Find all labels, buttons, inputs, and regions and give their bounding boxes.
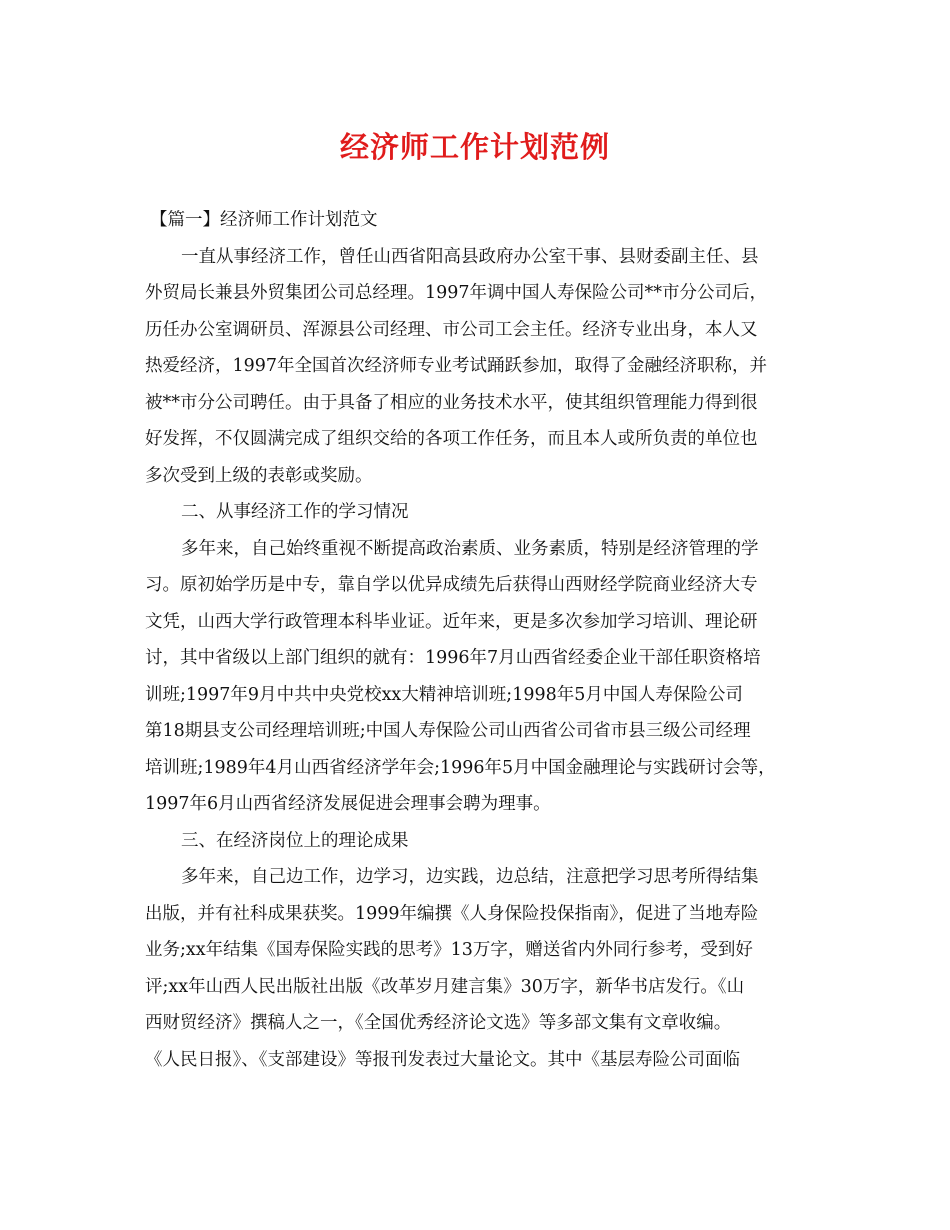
paragraph-line: 热爱经济，1997年全国首次经济师专业考试踊跃参加，取得了金融经济职称，并: [145, 356, 768, 376]
paragraph-line: 西财贸经济》撰稿人之一，《全国优秀经济论文选》等多部文集有文章收编。: [145, 1013, 732, 1033]
paragraph-line: 多次受到上级的表彰或奖励。: [145, 465, 373, 486]
paragraph-line: 多年来，自己始终重视不断提高政治素质、业务素质，特别是经济管理的学: [181, 538, 759, 559]
section-heading: 【篇一】经济师工作计划范文: [150, 210, 378, 230]
paragraph-line: 文凭，山西大学行政管理本科毕业证。近年来，更是多次参加学习培训、理论研: [145, 611, 758, 632]
document-body: [145, 202, 810, 1078]
paragraph-line: 多年来，自己边工作，边学习，边实践，边总结，注意把学习思考所得结集: [181, 867, 759, 887]
paragraph-line: 第18期县支公司经理培训班;中国人寿保险公司山西省公司省市县三级公司经理: [145, 721, 751, 741]
paragraph-line: 习。原初始学历是中专，靠自学以优异成绩先后获得山西财经学院商业经济大专: [145, 575, 758, 595]
paragraph-line: 历任办公室调研员、浑源县公司经理、市公司工会主任。经济专业出身，本人又: [145, 319, 758, 340]
document-title: 经济师工作计划范例: [339, 130, 610, 164]
paragraph-line: 好发挥，不仅圆满完成了组织交给的各项工作任务，而且本人或所负责的单位也: [145, 429, 758, 449]
paragraph-line: 二、从事经济工作的学习情况: [181, 502, 409, 522]
paragraph-line: 培训班;1989年4月山西省经济学年会;1996年5月中国金融理论与实践研讨会等，: [145, 757, 776, 778]
paragraph-line: 1997年6月山西省经济发展促进会理事会聘为理事。: [145, 794, 551, 814]
paragraph-line: 《人民日报》、《支部建设》等报刊发表过大量论文。其中《基层寿险公司面临: [145, 1049, 740, 1070]
paragraph-line: 训班;1997年9月中共中央党校xx大精神培训班;1998年5月中国人寿保险公司: [145, 684, 743, 705]
paragraph-line: 外贸局长兼县外贸集团公司总经理。1997年调中国人寿保险公司**市分公司后，: [145, 283, 768, 303]
paragraph-line: 评;xx年山西人民出版社出版《改革岁月建言集》30万字，新华书店发行。《山: [145, 976, 745, 997]
paragraph-line: 出版，并有社科成果获奖。1999年编撰《人身保险投保指南》，促进了当地寿险: [145, 903, 759, 924]
paragraph-line: 讨，其中省级以上部门组织的就有：1996年7月山西省经委企业干部任职资格培: [145, 648, 761, 668]
paragraph-line: 被**市分公司聘任。由于具备了相应的业务技术水平，使其组织管理能力得到很: [145, 392, 758, 413]
paragraph-line: 一直从事经济工作，曾任山西省阳高县政府办公室干事、县财委副主任、县: [181, 246, 759, 267]
paragraph-line: 业务;xx年结集《国寿保险实践的思考》13万字，赠送省内外同行参考，受到好: [145, 940, 753, 960]
paragraph-line: 三、在经济岗位上的理论成果: [181, 830, 409, 851]
